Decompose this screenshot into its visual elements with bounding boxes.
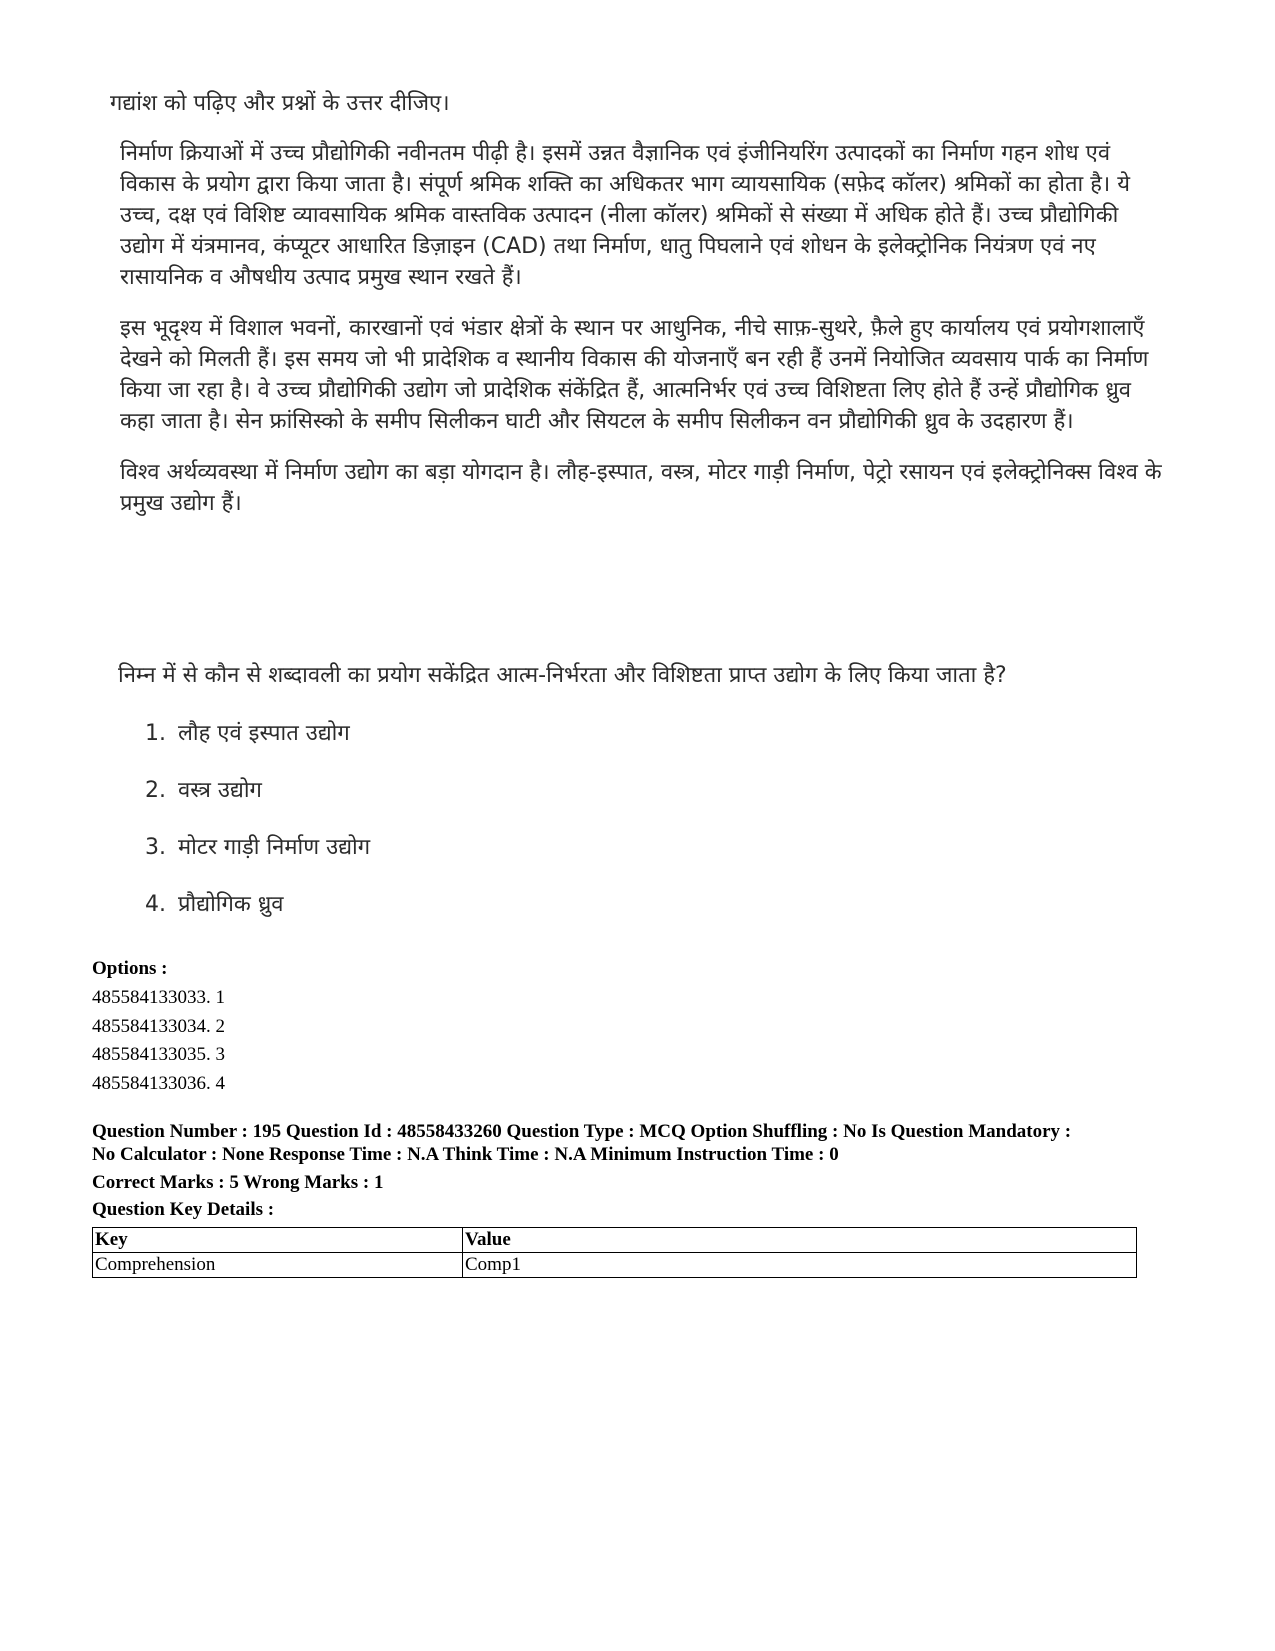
passage-image xyxy=(110,88,1170,539)
choice-text: लौह एवं इस्पात उद्योग xyxy=(178,721,350,746)
key-table-cell-key: Comprehension xyxy=(93,1253,463,1278)
question-info xyxy=(92,1120,1192,1166)
key-table-header-key: Key xyxy=(93,1228,463,1253)
question-info-line-2: No Calculator : None Response Time : N.A Think Time : N.A Minimum Instruction Time : 0 xyxy=(92,1144,839,1165)
table-row xyxy=(93,1253,1137,1278)
choice-number: 1. xyxy=(145,721,166,746)
passage-paragraph-3: विश्व अर्थव्यवस्था में निर्माण उद्योग का बड़ा योगदान है। लौह-इस्पात, वस्त्र, मोटर गाड़ी निर्माण, पेट्रो रसायन एवं इलेक्ट्रोनिक्स विश्व के प्रमुख उद्योग हैं। xyxy=(120,460,1162,516)
key-table xyxy=(92,1227,1137,1278)
choice-number: 2. xyxy=(145,778,166,803)
question-text: निम्न में से कौन से शब्दावली का प्रयोग सकेंद्रित आत्म-निर्भरता और विशिष्टता प्राप्त उद्योग के लिए किया जाता है? xyxy=(118,663,1007,688)
question-info-line-1: Question Number : 195 Question Id : 48558433260 Question Type : MCQ Option Shuffling : No Is Question Mandatory : xyxy=(92,1121,1072,1142)
option-item: 485584133036. 4 xyxy=(92,1072,225,1094)
choice-item xyxy=(145,889,370,946)
key-table-header-row xyxy=(93,1228,1137,1253)
choice-item xyxy=(145,832,370,889)
choice-item xyxy=(145,718,370,775)
key-details-label: Question Key Details : xyxy=(92,1199,275,1220)
marks-line: Correct Marks : 5 Wrong Marks : 1 xyxy=(92,1172,384,1193)
choice-text: मोटर गाड़ी निर्माण उद्योग xyxy=(178,835,371,860)
choice-text: वस्त्र उद्योग xyxy=(178,778,262,803)
passage-heading: गद्यांश को पढ़िए और प्रश्नों के उत्तर दीजिए। xyxy=(110,91,450,116)
choice-item xyxy=(145,775,370,832)
key-table-cell-value: Comp1 xyxy=(463,1253,1137,1278)
option-item: 485584133034. 2 xyxy=(92,1015,225,1037)
choice-number: 3. xyxy=(145,835,166,860)
question-meta xyxy=(92,956,1192,1278)
key-table-header-value: Value xyxy=(463,1228,1137,1253)
passage-paragraph-1: निर्माण क्रियाओं में उच्च प्रौद्योगिकी नवीनतम पीढ़ी है। इसमें उन्नत वैज्ञानिक एवं इंजीनियरिंग उत्पादकों का निर्माण गहन शोध एवं विकास के प्रयोग द्वारा किया जाता है। संपूर्ण श्रमिक शक्ति का अधिकतर भाग व्यायसायिक (सफ़ेद कॉलर) श्रमिकों का होता है। ये उच्च, दक्ष एवं विशिष्ट व्यावसायिक श्रमिक वास्तविक उत्पादन (नीला कॉलर) श्रमिकों से संख्या में अधिक होते हैं। उच्च प्रौद्योगिकी उद्योग में यंत्रमानव, कंप्यूटर आधारित डिज़ाइन (CAD) तथा निर्माण, धातु पिघलाने एवं शोधन के इलेक्ट्रोनिक नियंत्रण एवं नए रासायनिक व औषधीय उत्पाद प्रमुख स्थान रखते हैं। xyxy=(120,141,1130,290)
option-item: 485584133035. 3 xyxy=(92,1044,225,1065)
options-title: Options : xyxy=(92,958,168,979)
question-choices xyxy=(145,718,370,946)
choice-text: प्रौद्योगिक ध्रुव xyxy=(178,892,284,917)
option-item: 485584133033. 1 xyxy=(92,987,225,1008)
passage-paragraph-2: इस भूदृश्य में विशाल भवनों, कारखानों एवं भंडार क्षेत्रों के स्थान पर आधुनिक, नीचे साफ़-सुथरे, फ़ैले हुए कार्यालय एवं प्रयोगशालाएँ देखने को मिलती हैं। इस समय जो भी प्रादेशिक व स्थानीय विकास की योजनाएँ बन रही हैं उनमें नियोजित व्यवसाय पार्क का निर्माण किया जा रहा है। वे उच्च प्रौद्योगिकी उद्योग जो प्रादेशिक संकेंद्रित हैं, आत्मनिर्भर एवं उच्च विशिष्टता लिए होते हैं उन्हें प्रौद्योगिक ध्रुव कहा जाता है। सेन फ्रांसिस्को के समीप सिलीकन घाटी और सियटल के समीप सिलीकन वन प्रौद्योगिकी ध्रुव के उदहारण हैं। xyxy=(120,316,1149,434)
choice-number: 4. xyxy=(145,892,166,917)
